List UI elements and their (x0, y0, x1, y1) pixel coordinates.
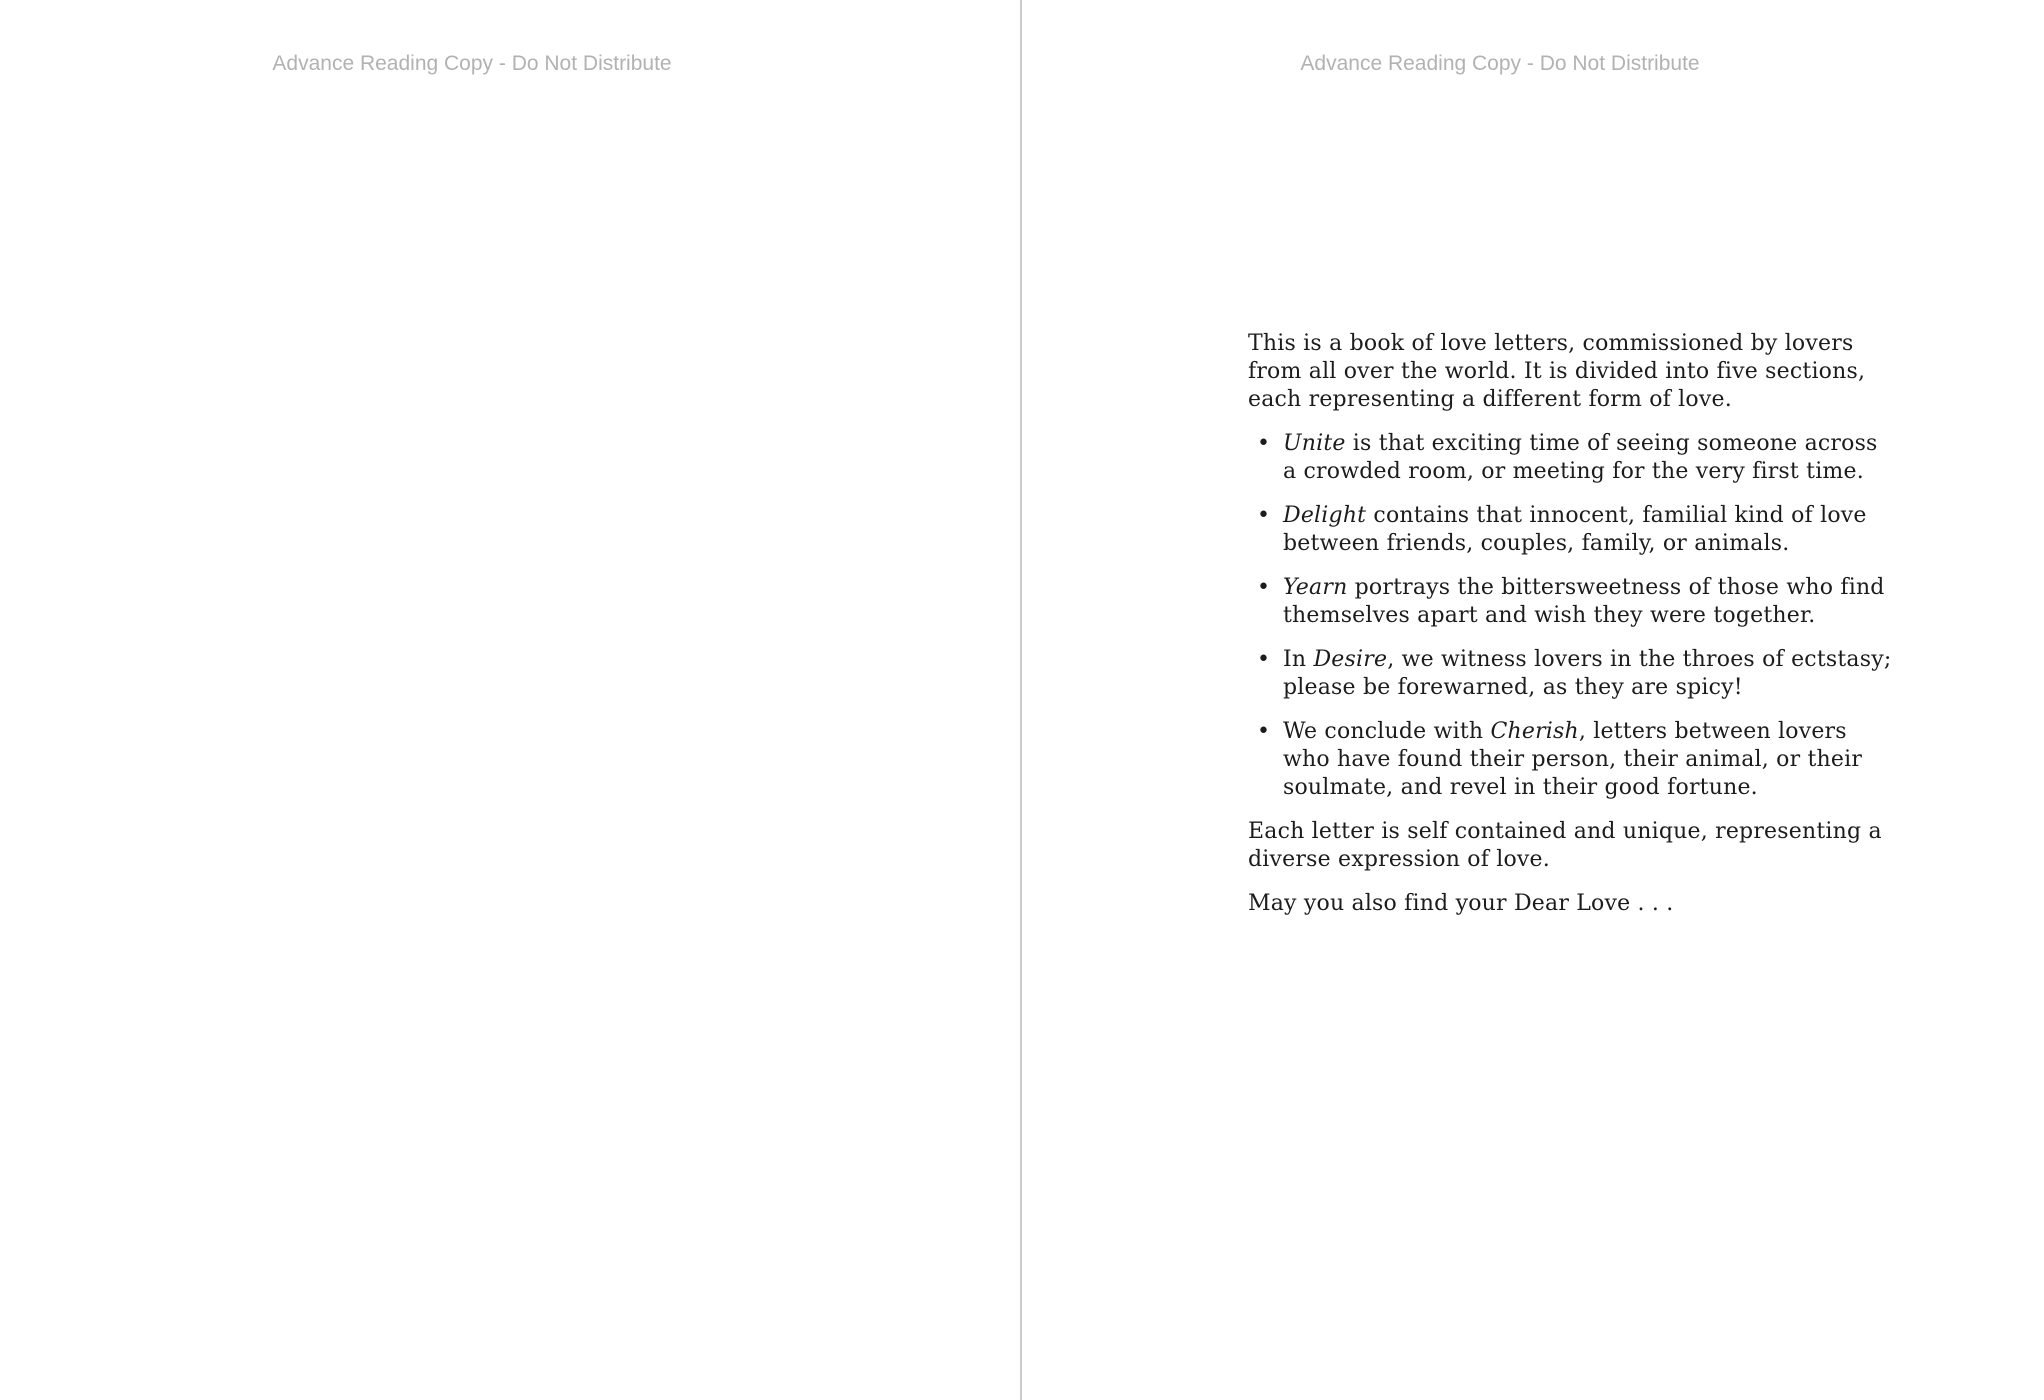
bullet-post-text: portrays the bittersweetness of those who find themselves apart and wish they were together. (1283, 575, 1885, 628)
bullet-marker: • (1257, 575, 1271, 600)
bullet-post-text: contains that innocent, familial kind of love between friends, couples, family, or animals. (1283, 503, 1867, 556)
list-item-text (1283, 646, 1896, 702)
list-item-delight (1248, 502, 1896, 558)
list-item-yearn (1248, 574, 1896, 630)
bullet-marker: • (1257, 647, 1271, 672)
page-content (1248, 330, 1896, 918)
watermark-right: Advance Reading Copy - Do Not Distribute (1300, 52, 1700, 75)
bullet-post-text: , letters between lovers who have found their person, their animal, or their soulmate, and revel in their good fortune. (1283, 719, 1863, 800)
bullet-marker: • (1257, 719, 1271, 744)
list-item-text (1283, 430, 1896, 486)
bullet-term: Unite (1283, 431, 1346, 456)
intro-paragraph: This is a book of love letters, commissioned by lovers from all over the world. It is divided into five sections, each representing a different form of love. (1248, 331, 1866, 412)
bullet-marker: • (1257, 431, 1271, 456)
page-left (0, 0, 1020, 1400)
bullet-term: Desire (1313, 647, 1388, 672)
bullet-post-text: , we witness lovers in the throes of ectstasy; please be forewarned, as they are spicy! (1283, 647, 1892, 700)
signoff-paragraph: May you also find your Dear Love . . . (1248, 891, 1674, 916)
bullet-term: Delight (1283, 503, 1367, 528)
closing-paragraph: Each letter is self contained and unique, representing a diverse expression of love. (1248, 819, 1882, 872)
watermark-left: Advance Reading Copy - Do Not Distribute (272, 52, 672, 75)
bullet-pre-text: In (1283, 647, 1314, 672)
list-item-cherish (1248, 718, 1896, 802)
list-item-text (1283, 574, 1896, 630)
list-item-text (1283, 718, 1896, 802)
bullet-marker: • (1257, 503, 1271, 528)
bullet-post-text: is that exciting time of seeing someone across a crowded room, or meeting for the very first time. (1283, 431, 1878, 484)
page-right (1022, 0, 2044, 1400)
sections-list (1248, 430, 1896, 802)
list-item-unite (1248, 430, 1896, 486)
bullet-pre-text: We conclude with (1283, 719, 1491, 744)
bullet-term: Yearn (1283, 575, 1348, 600)
list-item-text (1283, 502, 1896, 558)
list-item-desire (1248, 646, 1896, 702)
bullet-term: Cherish (1490, 719, 1579, 744)
